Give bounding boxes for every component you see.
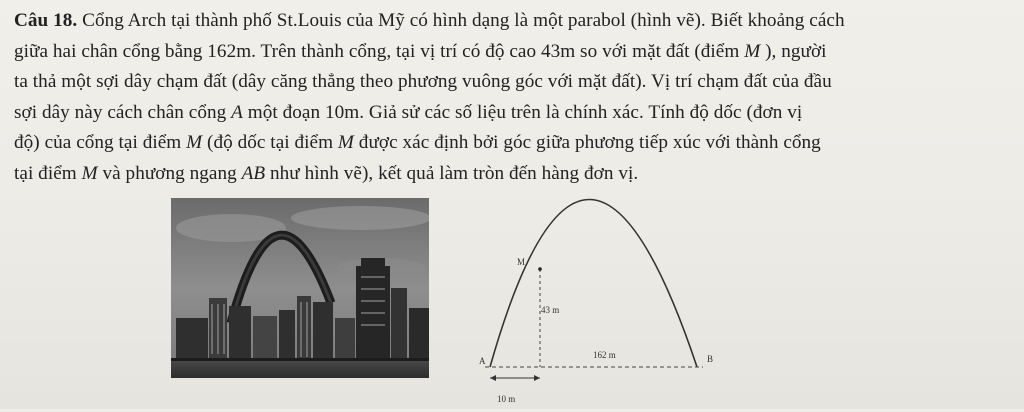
symbol-m-4: M xyxy=(81,162,98,184)
symbol-m-3: M xyxy=(337,132,354,153)
symbol-a: A xyxy=(231,101,243,123)
line-4: sợi dây này cách chân cổng xyxy=(14,101,232,123)
line-5-mid: (độ dốc tại điểm xyxy=(202,132,338,153)
line-3: ta thả một sợi dây chạm đất (dây căng thẳng theo phương vuông góc với mặt đất). Vị trí chạm đất của đầu xyxy=(14,71,832,92)
problem-text xyxy=(14,6,1016,189)
line-2: giữa hai chân cổng bằng 162m. Trên thành cổng, tại vị trí có độ cao 43m so với mặt đất (điểm xyxy=(14,40,745,62)
point-m xyxy=(538,267,542,271)
gateway-arch-photo xyxy=(171,198,429,378)
line-5-tail: được xác định bởi góc giữa phương tiếp xúc với thành cổng xyxy=(353,132,821,153)
line-5: độ) của cổng tại điểm xyxy=(14,132,187,153)
label-height: 43 m xyxy=(541,305,560,315)
line-2-tail: ), người xyxy=(760,40,827,62)
line-6-mid: và phương ngang xyxy=(97,162,242,184)
label-b: B xyxy=(707,354,714,364)
symbol-ab: AB xyxy=(241,162,266,184)
symbol-m: M xyxy=(744,40,761,62)
question-number: Câu 18. xyxy=(14,10,78,31)
parabola-figure xyxy=(445,192,745,407)
label-a: A xyxy=(479,356,486,366)
parabola-diagram xyxy=(445,192,745,407)
line-6-tail: như hình vẽ), kết quả làm tròn đến hàng đơn vị. xyxy=(265,162,639,184)
river xyxy=(171,360,429,378)
parabola-curve xyxy=(490,200,697,368)
line-1: Cổng Arch tại thành phố St.Louis của Mỹ có hình dạng là một parabol (hình vẽ). Biết khoảng cách xyxy=(77,10,845,31)
label-offset: 10 m xyxy=(497,394,516,404)
label-m: M xyxy=(517,257,526,267)
symbol-m-2: M xyxy=(186,132,203,153)
label-width: 162 m xyxy=(593,350,616,360)
line-4-tail: một đoạn 10m. Giả sử các số liệu trên là chính xác. Tính độ dốc (đơn vị xyxy=(242,101,803,123)
arch-photo-image xyxy=(171,198,429,378)
line-6: tại điểm xyxy=(14,162,82,184)
